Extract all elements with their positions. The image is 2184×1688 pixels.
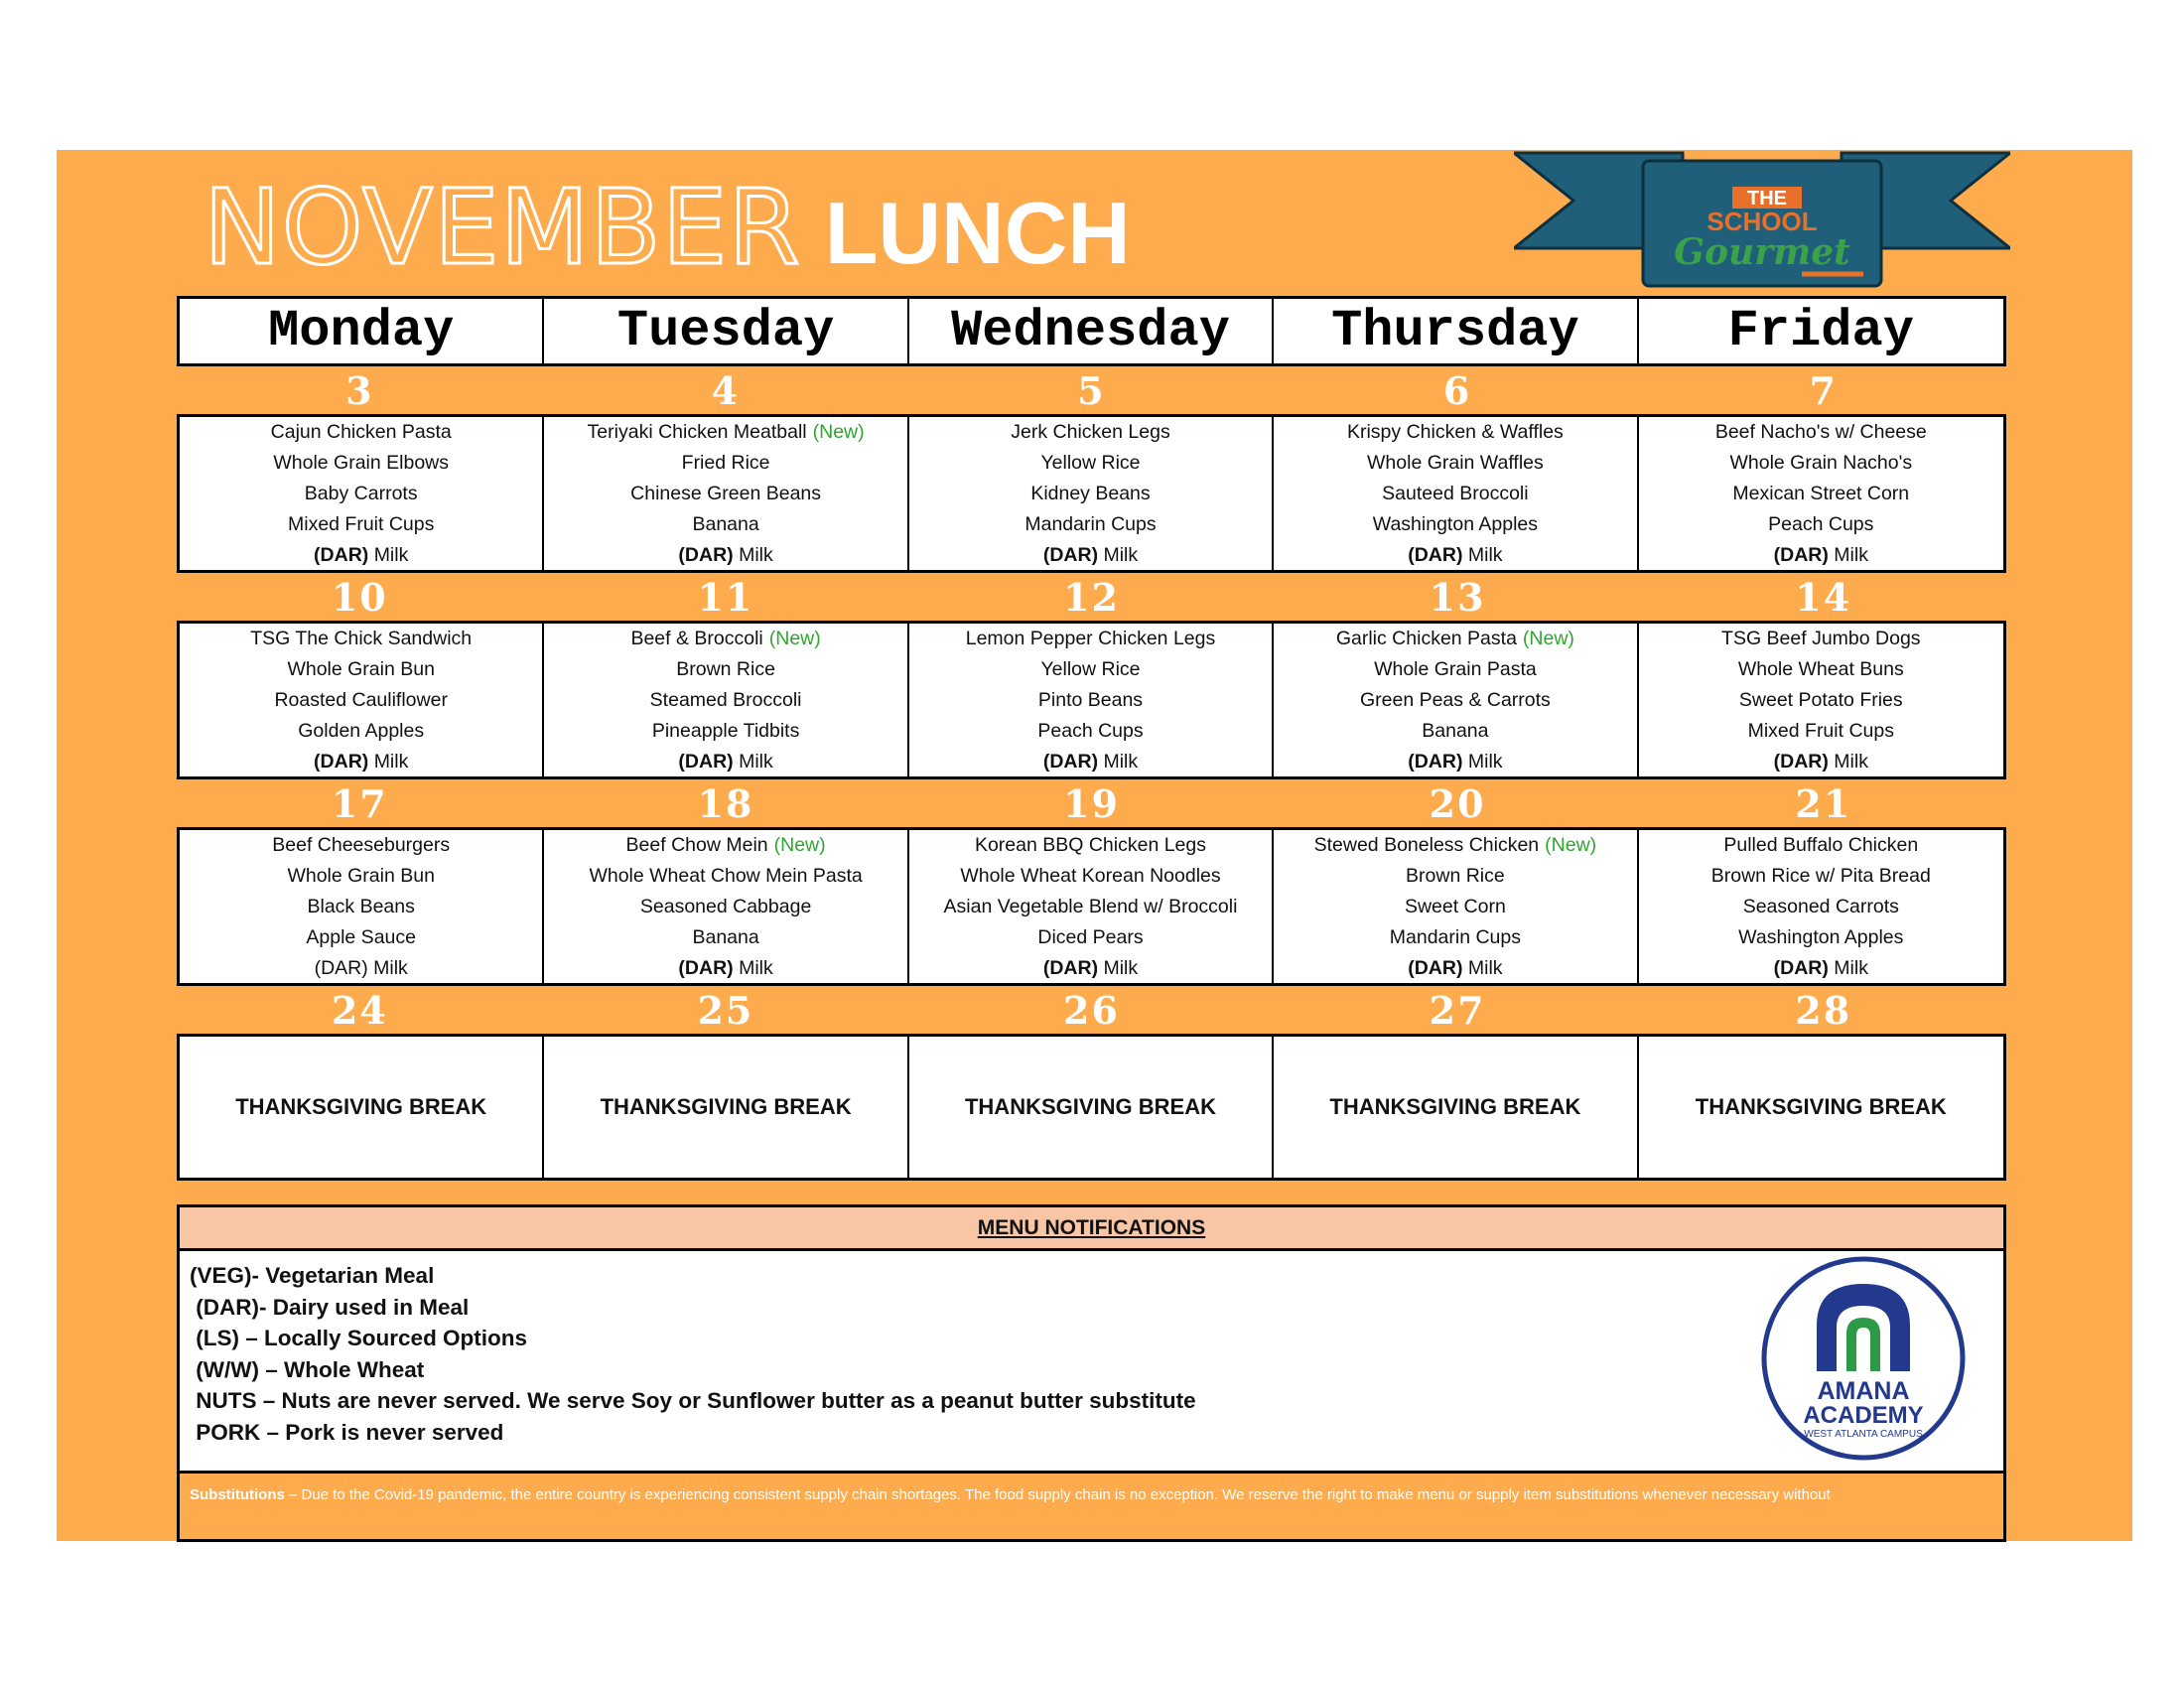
date-number: 13 bbox=[1429, 574, 1486, 620]
menu-item-text: Banana bbox=[692, 926, 759, 948]
menu-item-text: Mandarin Cups bbox=[1389, 926, 1521, 948]
milk-line bbox=[1774, 747, 1868, 777]
milk-text: Milk bbox=[1467, 957, 1503, 979]
menu-item-text: Yellow Rice bbox=[1040, 452, 1141, 474]
menu-item bbox=[676, 654, 775, 685]
day-friday: Friday bbox=[1727, 302, 1914, 360]
dairy-tag: (DAR) bbox=[1042, 751, 1099, 773]
milk-text: Milk bbox=[1103, 544, 1139, 566]
break-cell: THANKSGIVING BREAK bbox=[180, 1037, 544, 1178]
menu-item bbox=[306, 922, 416, 953]
menu-item bbox=[250, 624, 472, 654]
date-number: 20 bbox=[1429, 780, 1486, 826]
menu-item-text: Garlic Chicken Pasta bbox=[1335, 628, 1517, 649]
amana-academy-logo bbox=[1759, 1254, 1968, 1463]
menu-item bbox=[288, 509, 434, 540]
menu-cell bbox=[180, 624, 544, 777]
menu-item bbox=[1024, 509, 1156, 540]
date-row bbox=[177, 573, 2006, 621]
menu-item-text: Whole Grain Waffles bbox=[1367, 452, 1544, 474]
menu-item-text: Korean BBQ Chicken Legs bbox=[974, 834, 1207, 856]
menu-item-text: Kidney Beans bbox=[1030, 483, 1151, 504]
menu-item bbox=[272, 830, 450, 861]
logo-gourmet: Gourmet bbox=[1674, 231, 1850, 273]
menu-cell bbox=[1274, 830, 1638, 984]
menu-item bbox=[1040, 654, 1140, 685]
menu-item-text: Whole Grain Elbows bbox=[273, 452, 450, 474]
menu-cell bbox=[180, 830, 544, 984]
menu-cell bbox=[544, 624, 908, 777]
menu-item bbox=[1347, 417, 1564, 448]
menu-item-text: Cajun Chicken Pasta bbox=[270, 421, 452, 443]
menu-item-text: Mixed Fruit Cups bbox=[288, 513, 435, 535]
badge-campus: WEST ATLANTA CAMPUS bbox=[1804, 1429, 1923, 1440]
menu-item-text: Seasoned Carrots bbox=[1742, 896, 1899, 917]
milk-text: Milk bbox=[739, 751, 773, 773]
menu-item bbox=[1314, 830, 1597, 861]
dairy-tag: (DAR) bbox=[678, 751, 734, 773]
new-badge: (New) bbox=[768, 628, 821, 649]
menu-item bbox=[1422, 716, 1488, 747]
break-row bbox=[177, 1034, 2006, 1181]
menu-item-text: Golden Apples bbox=[298, 720, 425, 742]
new-badge: (New) bbox=[1545, 834, 1597, 856]
menu-item bbox=[1360, 685, 1551, 716]
day-monday: Monday bbox=[180, 299, 544, 363]
substitutions-text: Due to the Covid-19 pandemic, the entire country is experiencing consistent supply chain shortages. The food supply chain is no exception. We reserve the right to make menu or supply item substitutions whenever necessary without bbox=[297, 1486, 1831, 1503]
menu-row bbox=[177, 414, 2006, 573]
menu-item bbox=[630, 479, 821, 509]
menu-cell bbox=[1639, 417, 2003, 571]
menu-item bbox=[274, 685, 448, 716]
menu-item-text: Fried Rice bbox=[681, 452, 770, 474]
date-number: 4 bbox=[711, 367, 741, 413]
date-number: 27 bbox=[1429, 987, 1486, 1033]
date-number: 5 bbox=[1077, 367, 1106, 413]
menu-item-text: Whole Grain Bun bbox=[287, 658, 435, 680]
menu-item bbox=[1721, 624, 1921, 654]
page-title bbox=[204, 167, 1131, 288]
dairy-tag: (DAR) bbox=[1773, 751, 1829, 773]
dairy-tag: (DAR) bbox=[1408, 751, 1463, 773]
school-gourmet-logo bbox=[1514, 149, 2010, 298]
menu-item bbox=[1382, 479, 1528, 509]
menu-item bbox=[650, 685, 802, 716]
menu-item bbox=[1367, 448, 1544, 479]
menu-item bbox=[652, 716, 800, 747]
menu-item bbox=[1037, 716, 1143, 747]
menu-item-text: Beef Cheeseburgers bbox=[272, 834, 451, 856]
title-lunch: LUNCH bbox=[824, 184, 1131, 282]
menu-item-text: Whole Wheat Buns bbox=[1737, 658, 1904, 680]
menu-item-text: Beef Chow Mein bbox=[625, 834, 768, 856]
date-row bbox=[177, 779, 2006, 827]
milk-line bbox=[678, 953, 772, 984]
menu-item-text: Roasted Cauliflower bbox=[274, 689, 448, 711]
date-number: 10 bbox=[331, 574, 388, 620]
menu-item-text: Sauteed Broccoli bbox=[1382, 483, 1529, 504]
menu-item bbox=[1038, 685, 1143, 716]
menu-cell bbox=[909, 830, 1274, 984]
menu-cell bbox=[909, 624, 1274, 777]
menu-item-text: Pineapple Tidbits bbox=[651, 720, 800, 742]
weekday-header bbox=[177, 296, 2006, 366]
menu-item bbox=[273, 448, 449, 479]
menu-item bbox=[271, 417, 452, 448]
menu-item-text: Washington Apples bbox=[1738, 926, 1904, 948]
milk-text: Milk bbox=[1103, 957, 1139, 979]
menu-cell bbox=[1274, 417, 1638, 571]
dairy-tag: (DAR) bbox=[1042, 957, 1099, 979]
menu-item bbox=[1738, 654, 1904, 685]
menu-item bbox=[1768, 509, 1873, 540]
menu-item-text: Brown Rice bbox=[1406, 865, 1505, 887]
menu-item-text: Black Beans bbox=[307, 896, 415, 917]
date-row bbox=[177, 366, 2006, 414]
menu-item bbox=[1732, 479, 1909, 509]
dairy-tag: (DAR) bbox=[1408, 544, 1463, 566]
milk-text: Milk bbox=[1834, 751, 1868, 773]
milk-line bbox=[1774, 540, 1868, 571]
date-number: 17 bbox=[331, 780, 388, 826]
menu-item-text: Mexican Street Corn bbox=[1732, 483, 1910, 504]
menu-item-text: Brown Rice bbox=[676, 658, 775, 680]
menu-item-text: Steamed Broccoli bbox=[649, 689, 802, 711]
menu-item-text: Washington Apples bbox=[1372, 513, 1538, 535]
menu-item-text: Whole Wheat Korean Noodles bbox=[960, 865, 1221, 887]
milk-text: (DAR) Milk bbox=[314, 957, 408, 979]
menu-item-text: Sweet Potato Fries bbox=[1738, 689, 1903, 711]
note-ww: (W/W) – Whole Wheat bbox=[190, 1356, 425, 1382]
menu-item bbox=[298, 716, 424, 747]
menu-item-text: Peach Cups bbox=[1768, 513, 1874, 535]
substitutions-label: Substitutions – bbox=[190, 1486, 298, 1503]
menu-item-text: Peach Cups bbox=[1037, 720, 1144, 742]
milk-line bbox=[1408, 747, 1502, 777]
milk-text: Milk bbox=[1103, 751, 1139, 773]
menu-item-text: Green Peas & Carrots bbox=[1359, 689, 1551, 711]
menu-item bbox=[588, 417, 865, 448]
milk-line bbox=[314, 540, 408, 571]
dairy-tag: (DAR) bbox=[1773, 957, 1829, 979]
milk-line bbox=[678, 747, 772, 777]
menu-item-text: Krispy Chicken & Waffles bbox=[1346, 421, 1564, 443]
milk-line bbox=[315, 953, 408, 984]
milk-text: Milk bbox=[739, 544, 773, 566]
note-ls: (LS) – Locally Sourced Options bbox=[190, 1326, 528, 1350]
menu-item-text: Lemon Pepper Chicken Legs bbox=[965, 628, 1216, 649]
milk-line bbox=[1043, 953, 1138, 984]
badge-amana: AMANA bbox=[1817, 1377, 1910, 1405]
date-number: 18 bbox=[697, 780, 754, 826]
dairy-tag: (DAR) bbox=[314, 751, 369, 773]
menu-item-text: Chinese Green Beans bbox=[630, 483, 822, 504]
menu-item-text: Teriyaki Chicken Meatball bbox=[587, 421, 807, 443]
break-cell: THANKSGIVING BREAK bbox=[1695, 1094, 1947, 1119]
menu-cell bbox=[544, 417, 908, 571]
menu-item-text: Whole Grain Bun bbox=[287, 865, 435, 887]
menu-item bbox=[692, 922, 758, 953]
menu-item-text: Mixed Fruit Cups bbox=[1747, 720, 1894, 742]
milk-line bbox=[1774, 953, 1868, 984]
menu-item bbox=[589, 861, 862, 892]
date-number: 24 bbox=[331, 987, 388, 1033]
menu-item bbox=[1374, 654, 1537, 685]
menu-item bbox=[287, 861, 435, 892]
date-number: 19 bbox=[1063, 780, 1120, 826]
menu-item bbox=[966, 624, 1216, 654]
milk-line bbox=[1408, 540, 1502, 571]
date-number: 6 bbox=[1442, 367, 1472, 413]
menu-item-text: TSG Beef Jumbo Dogs bbox=[1721, 628, 1921, 649]
menu-item bbox=[305, 479, 418, 509]
dairy-tag: (DAR) bbox=[1408, 957, 1463, 979]
badge-academy: ACADEMY bbox=[1803, 1402, 1924, 1429]
title-month: NOVEMBER bbox=[204, 167, 801, 288]
substitutions-note bbox=[180, 1471, 2003, 1539]
menu-item bbox=[1037, 922, 1143, 953]
break-cell: THANKSGIVING BREAK bbox=[1274, 1037, 1638, 1178]
date-row bbox=[177, 986, 2006, 1034]
milk-line bbox=[678, 540, 772, 571]
menu-item bbox=[692, 509, 758, 540]
dairy-tag: (DAR) bbox=[678, 544, 734, 566]
note-dar: (DAR)- Dairy used in Meal bbox=[190, 1294, 470, 1320]
date-number: 21 bbox=[1795, 780, 1852, 826]
break-cell: THANKSGIVING BREAK bbox=[544, 1037, 908, 1178]
notifications-list bbox=[180, 1251, 2003, 1448]
menu-item bbox=[1723, 830, 1918, 861]
milk-line bbox=[1408, 953, 1502, 984]
menu-item bbox=[630, 624, 820, 654]
menu-item bbox=[682, 448, 770, 479]
menu-item-text: Baby Carrots bbox=[304, 483, 418, 504]
milk-line bbox=[1043, 747, 1138, 777]
menu-item bbox=[1040, 448, 1140, 479]
menu-item bbox=[307, 892, 414, 922]
menu-item bbox=[1373, 509, 1538, 540]
menu-item-text: Mandarin Cups bbox=[1024, 513, 1157, 535]
day-tuesday: Tuesday bbox=[544, 299, 908, 363]
dairy-tag: (DAR) bbox=[678, 957, 734, 979]
menu-item bbox=[626, 830, 826, 861]
menu-item-text: Yellow Rice bbox=[1040, 658, 1141, 680]
day-wednesday: Wednesday bbox=[909, 299, 1274, 363]
note-veg: (VEG)- Vegetarian Meal bbox=[190, 1263, 435, 1288]
menu-item bbox=[1336, 624, 1574, 654]
milk-text: Milk bbox=[373, 544, 409, 566]
menu-item bbox=[1739, 685, 1903, 716]
menu-cell bbox=[1639, 830, 2003, 984]
date-number: 7 bbox=[1809, 367, 1838, 413]
date-number: 11 bbox=[697, 574, 754, 620]
new-badge: (New) bbox=[1522, 628, 1574, 649]
milk-text: Milk bbox=[739, 957, 773, 979]
day-thursday: Thursday bbox=[1274, 299, 1638, 363]
menu-item bbox=[640, 892, 811, 922]
date-number: 12 bbox=[1063, 574, 1120, 620]
date-number: 14 bbox=[1795, 574, 1852, 620]
menu-item-text: Stewed Boneless Chicken bbox=[1313, 834, 1540, 856]
new-badge: (New) bbox=[812, 421, 865, 443]
menu-cell bbox=[544, 830, 908, 984]
milk-text: Milk bbox=[1467, 544, 1503, 566]
notifications-heading: MENU NOTIFICATIONS bbox=[180, 1207, 2003, 1251]
menu-notifications bbox=[177, 1204, 2006, 1542]
date-number: 3 bbox=[345, 367, 374, 413]
milk-text: Milk bbox=[1834, 544, 1868, 566]
date-number: 25 bbox=[697, 987, 754, 1033]
menu-item bbox=[1406, 861, 1505, 892]
milk-text: Milk bbox=[1467, 751, 1503, 773]
menu-item bbox=[1738, 922, 1903, 953]
milk-line bbox=[314, 747, 408, 777]
logo-school: SCHOOL bbox=[1706, 207, 1818, 236]
new-badge: (New) bbox=[773, 834, 826, 856]
menu-item-text: Beef Nacho's w/ Cheese bbox=[1714, 421, 1927, 443]
menu-item bbox=[1715, 417, 1927, 448]
milk-text: Milk bbox=[373, 751, 409, 773]
menu-item bbox=[1729, 448, 1912, 479]
date-number: 28 bbox=[1795, 987, 1852, 1033]
dairy-tag: (DAR) bbox=[1773, 544, 1829, 566]
dairy-tag: (DAR) bbox=[314, 544, 369, 566]
menu-item bbox=[1743, 892, 1899, 922]
menu-item bbox=[944, 892, 1238, 922]
note-pork: PORK – Pork is never served bbox=[190, 1419, 504, 1445]
dairy-tag: (DAR) bbox=[1042, 544, 1099, 566]
menu-item bbox=[960, 861, 1220, 892]
menu-item-text: Beef & Broccoli bbox=[630, 628, 763, 649]
menu-item bbox=[1030, 479, 1150, 509]
menu-item bbox=[1405, 892, 1506, 922]
menu-item-text: Asian Vegetable Blend w/ Broccoli bbox=[943, 896, 1238, 917]
milk-text: Milk bbox=[1834, 957, 1868, 979]
menu-item-text: Apple Sauce bbox=[306, 926, 416, 948]
menu-row bbox=[177, 621, 2006, 779]
menu-item bbox=[1390, 922, 1521, 953]
menu-item bbox=[1748, 716, 1894, 747]
menu-cell bbox=[1639, 624, 2003, 777]
menu-item-text: Diced Pears bbox=[1037, 926, 1144, 948]
menu-row bbox=[177, 827, 2006, 986]
note-nuts: NUTS – Nuts are never served. We serve Soy or Sunflower butter as a peanut butter substitute bbox=[190, 1388, 1196, 1413]
break-cell: THANKSGIVING BREAK bbox=[909, 1037, 1274, 1178]
date-number: 26 bbox=[1063, 987, 1120, 1033]
menu-item-text: Brown Rice w/ Pita Bread bbox=[1710, 865, 1931, 887]
menu-item bbox=[1011, 417, 1169, 448]
menu-cell bbox=[180, 417, 544, 571]
milk-line bbox=[1043, 540, 1138, 571]
menu-item-text: Banana bbox=[692, 513, 759, 535]
menu-cell bbox=[909, 417, 1274, 571]
menu-item-text: Pinto Beans bbox=[1037, 689, 1144, 711]
menu-cell bbox=[1274, 624, 1638, 777]
menu-item-text: Sweet Corn bbox=[1404, 896, 1506, 917]
menu-item-text: Whole Wheat Chow Mein Pasta bbox=[589, 865, 863, 887]
menu-item-text: Whole Grain Nacho's bbox=[1729, 452, 1913, 474]
menu-item-text: Banana bbox=[1422, 720, 1489, 742]
menu-item-text: Whole Grain Pasta bbox=[1374, 658, 1537, 680]
menu-item-text: Jerk Chicken Legs bbox=[1011, 421, 1170, 443]
menu-item-text: Pulled Buffalo Chicken bbox=[1723, 834, 1919, 856]
menu-item bbox=[287, 654, 435, 685]
menu-item bbox=[1711, 861, 1931, 892]
logo-the: THE bbox=[1747, 188, 1787, 210]
menu-item-text: Seasoned Cabbage bbox=[639, 896, 812, 917]
menu-item bbox=[975, 830, 1206, 861]
menu-item-text: TSG The Chick Sandwich bbox=[250, 628, 473, 649]
